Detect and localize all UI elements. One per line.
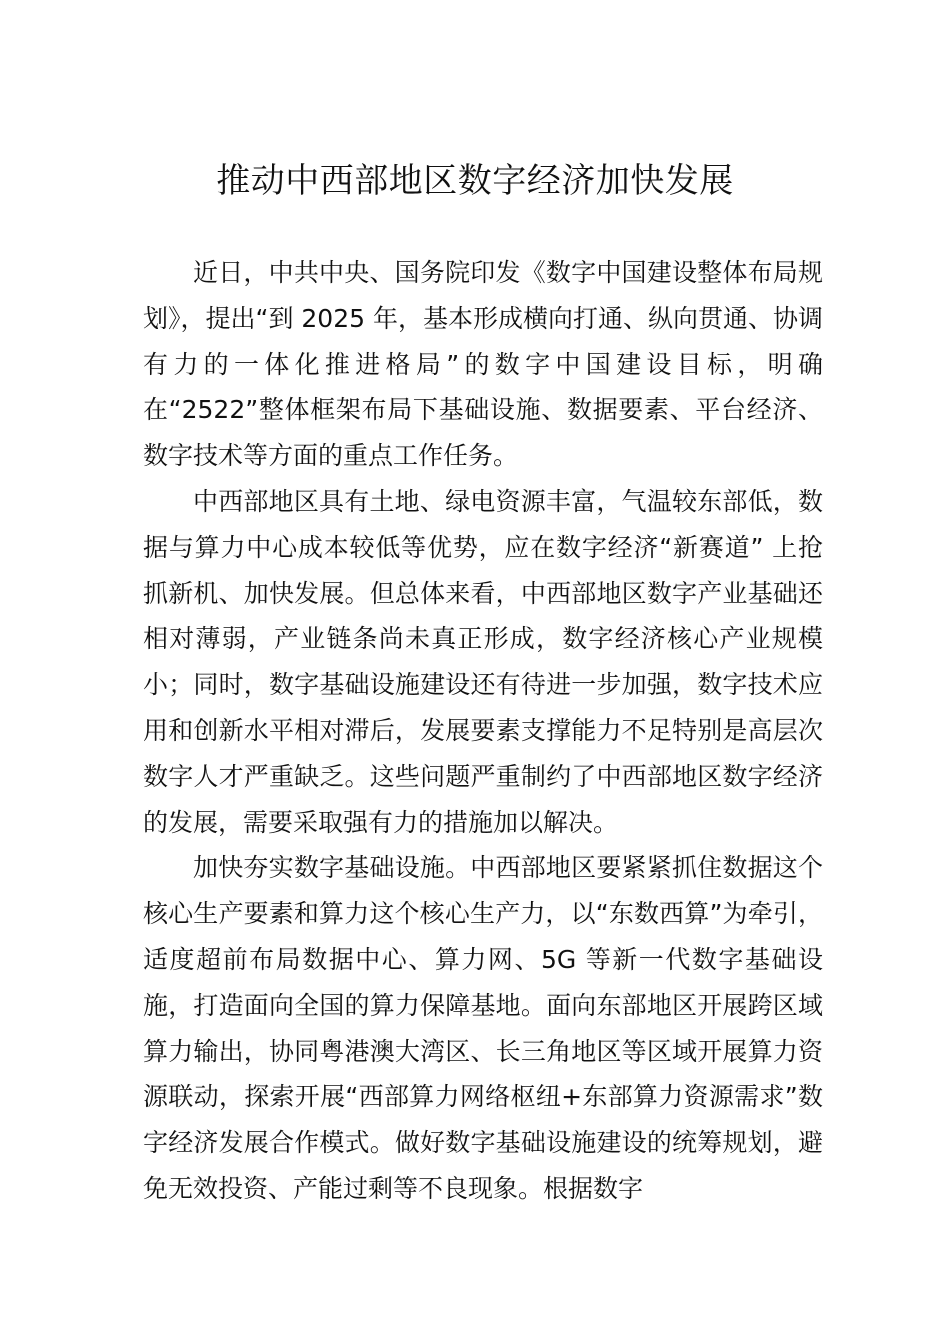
paragraph: 近日，中共中央、国务院印发《数字中国建设整体布局规划》，提出“到 2025 年，基本形成横向打通、纵向贯通、协调有力的一体化推进格局”的数字中国建设目标，明确在“2522”整体框架布局下基础设施、数据要素、平台经济、 数字技术等方面的重点工作任务。 — [143, 258, 823, 471]
document-body — [143, 250, 823, 1212]
paragraph: 加快夯实数字基础设施。中西部地区要紧紧抓住数据这个核心生产要素和算力这个核心生产力，以“东数西算”为牵引，适度超前布局数据中心、算力网、5G 等新一代数字基础设施，打造面向全国的算力保障基地。面向东部地区开展跨区域算力输出，协同粤港澳大湾区、长三角地区等区域开展算力资源联动，探索开展“西部算力网络枢纽+东部算力资源需求”数字经济发展合作模式。做好数字基础设施建设的统筹规划，避免无效投资、产能过剩等不良现象。根据数字 — [143, 853, 823, 1203]
document-title: 推动中西部地区数字经济加快发展 — [216, 161, 734, 201]
paragraph: 中西部地区具有土地、绿电资源丰富，气温较东部低，数据与算力中心成本较低等优势，应在数字经济“新赛道” 上抢抓新机、加快发展。但总体来看，中西部地区数字产业基础还相对薄弱，产业链条尚未真正形成，数字经济核心产业规模小；同时，数字基础设施建设还有待进一步加强，数字技术应用和创新水平相对滞后，发展要素支撑能力不足特别是高层次数字人才严重缺乏。这些问题严重制约了中西部地区数字经济的发展，需要采取强有力的措施加以解决。 — [143, 486, 823, 837]
